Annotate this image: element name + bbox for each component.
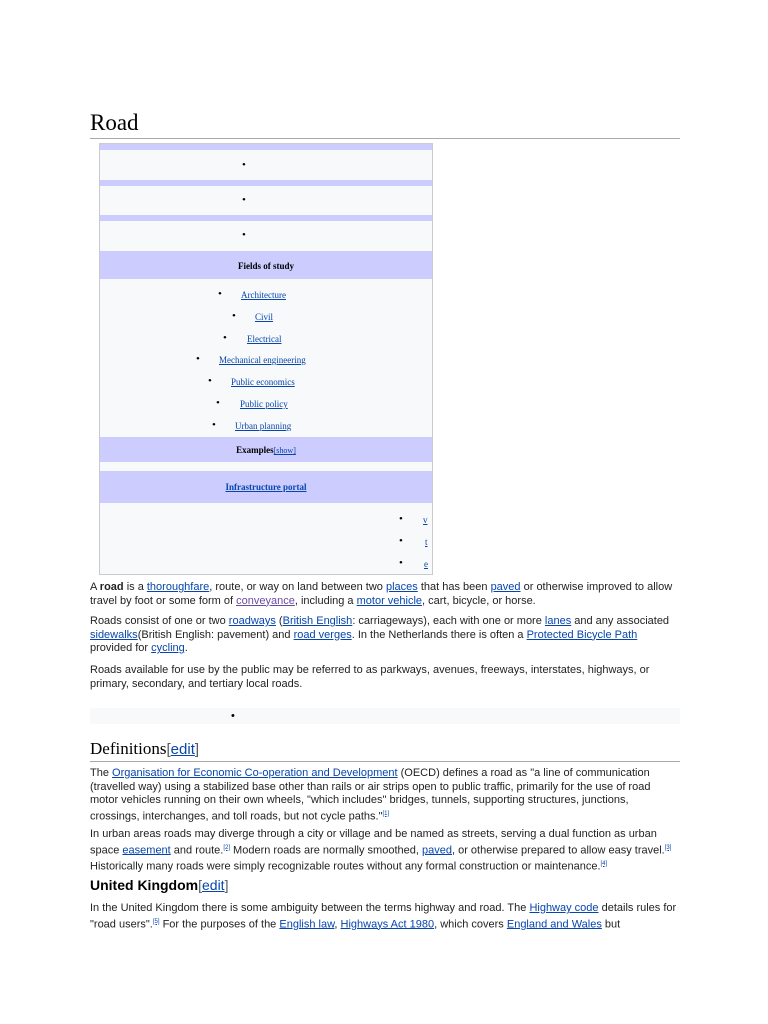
bracket: [ <box>198 877 202 893</box>
text: details rules for "road users". <box>90 902 677 931</box>
infobox <box>99 143 433 575</box>
bracket: [ <box>166 741 171 758</box>
text: Roads consist of one or two <box>90 615 229 627</box>
field-link-architecture[interactable]: Architecture <box>241 290 286 300</box>
bullet: • <box>232 310 236 322</box>
link-paved[interactable]: paved <box>490 581 521 593</box>
link-highways-act-1980[interactable]: Highways Act 1980 <box>340 918 435 931</box>
text: A <box>90 581 100 593</box>
bullet: • <box>399 513 403 525</box>
definitions-heading-text: Definitions <box>90 739 167 758</box>
uk-heading-text: United Kingdom <box>90 877 199 893</box>
section-heading-definitions <box>90 738 680 762</box>
link-highway-code[interactable]: Highway code <box>529 902 599 914</box>
field-link-public-policy[interactable]: Public policy <box>240 399 288 409</box>
link-conveyance[interactable]: conveyance <box>236 594 295 607</box>
link-motor-vehicle[interactable]: motor vehicle <box>356 594 423 607</box>
uk-paragraph-1 <box>90 902 680 932</box>
bullet: • <box>196 353 200 365</box>
bold-term-road: road <box>99 581 124 593</box>
link-english-law[interactable]: English law <box>279 918 335 931</box>
link-paved[interactable]: paved <box>421 844 452 857</box>
intro-paragraph-3: Roads available for use by the public may be referred to as parkways, avenues, freeways, interstates, highways, or primary, secondary, and tertiary local roads. <box>90 664 650 690</box>
link-roadways[interactable]: roadways <box>228 615 276 627</box>
text: Modern roads are normally smoothed, <box>230 844 422 857</box>
bullet: • <box>399 557 403 569</box>
bullet: • <box>216 397 220 409</box>
text: and any associated <box>571 615 670 627</box>
link-cycling[interactable]: cycling <box>151 642 185 654</box>
edit-section <box>198 877 228 893</box>
navbox-talk-link[interactable]: t <box>425 537 428 547</box>
text: , <box>334 918 341 931</box>
examples-header <box>100 437 432 462</box>
link-lanes[interactable]: lanes <box>544 615 572 627</box>
text: but <box>601 918 621 931</box>
field-link-mechanical-engineering[interactable]: Mechanical engineering <box>219 355 306 365</box>
reference-link[interactable]: [1] <box>382 810 390 817</box>
text: : carriageways), each with one or more <box>352 615 545 627</box>
bullet: • <box>242 229 246 241</box>
text: For the purposes of the <box>159 918 280 931</box>
text: and route. <box>170 844 224 857</box>
infobox-band <box>100 144 432 150</box>
link-protected-bicycle-path[interactable]: Protected Bicycle Path <box>526 628 638 641</box>
link-england-and-wales[interactable]: England and Wales <box>506 918 602 931</box>
text: (OECD) defines a road as "a line of communication (travelled way) using a stabilized base other than rails or air strips open to public traffic, primarily for the use of road motor vehicles running on their own wheels, "which includes" bridges, tunnels, supporting structures, junctions, crossings, interchanges, and toll roads, but not cycle paths." <box>90 767 651 823</box>
intro-paragraph-2 <box>90 615 680 656</box>
fields-of-study-header <box>100 251 432 279</box>
bullet: • <box>242 194 246 206</box>
text: Historically many roads were simply recognizable routes without any formal construction or maintenance. <box>90 860 601 873</box>
text: The <box>90 767 113 779</box>
reference-link[interactable]: [5] <box>152 918 160 925</box>
text: provided for <box>90 642 152 654</box>
text: . <box>184 642 188 654</box>
field-link-civil[interactable]: Civil <box>255 312 274 322</box>
text: , which covers <box>434 918 507 931</box>
link-sidewalks[interactable]: sidewalks <box>90 628 138 641</box>
field-link-public-economics[interactable]: Public economics <box>231 377 295 387</box>
navbox-view-link[interactable]: v <box>423 515 428 525</box>
text: (British English: pavement) and <box>137 628 294 641</box>
bullet: • <box>212 419 216 431</box>
text: is a <box>123 581 147 593</box>
link-british-english[interactable]: British English <box>282 615 353 627</box>
text: , or otherwise prepared to allow easy travel. <box>451 844 665 857</box>
text: In urban areas roads may diverge through a city or village and be named as streets, serving a dual function as urban space <box>90 828 657 857</box>
text: In the United Kingdom there is some ambiguity between the terms highway and road. The <box>90 902 530 914</box>
bullet: • <box>242 159 246 171</box>
infobox-band <box>100 180 432 186</box>
intro-paragraph-1 <box>90 581 680 608</box>
reference-link[interactable]: [3] <box>664 844 672 851</box>
definitions-paragraph-2 <box>90 828 680 874</box>
portal-heading <box>100 482 432 492</box>
edit-link-united-kingdom[interactable]: edit <box>202 877 225 893</box>
link-places[interactable]: places <box>385 581 418 593</box>
navbox-edit-link[interactable]: e <box>424 559 428 569</box>
bracket: ] <box>194 741 200 758</box>
text: that has been <box>417 581 491 593</box>
bullet: • <box>218 288 222 300</box>
bullet: • <box>223 332 227 344</box>
edit-link-definitions[interactable]: edit <box>170 741 195 758</box>
reference-link[interactable]: [2] <box>223 844 230 851</box>
page-title: Road <box>90 108 680 139</box>
text: , including a <box>294 594 357 607</box>
bullet: • <box>231 710 235 722</box>
bracket: ] <box>224 877 229 893</box>
link-oecd[interactable]: Organisation for Economic Co-operation and Development <box>112 767 398 779</box>
link-thoroughfare[interactable]: thoroughfare <box>146 581 210 593</box>
fields-of-study-heading: Fields of study <box>237 261 294 271</box>
reference-link[interactable]: [4] <box>600 860 608 867</box>
infobox-band <box>100 215 432 221</box>
link-easement[interactable]: easement <box>122 844 171 857</box>
text: . In the Netherlands there is often a <box>351 628 527 641</box>
definitions-paragraph-1 <box>90 767 680 824</box>
collapsed-toc-strip <box>90 708 680 724</box>
examples-label: Examples <box>236 445 274 455</box>
examples-show-toggle[interactable]: [show] <box>273 446 296 455</box>
infrastructure-portal-link[interactable]: Infrastructure portal <box>225 482 307 492</box>
field-link-electrical[interactable]: Electrical <box>247 334 282 344</box>
bullet: • <box>208 375 212 387</box>
text: ( <box>275 615 283 627</box>
link-road-verges[interactable]: road verges <box>293 628 352 641</box>
examples-heading <box>100 445 432 455</box>
portal-header <box>100 471 432 503</box>
text: , route, or way on land between two <box>209 581 386 593</box>
field-link-urban-planning[interactable]: Urban planning <box>235 421 292 431</box>
text: , cart, bicycle, or horse. <box>422 594 536 607</box>
text: or otherwise improved to allow travel by foot or some form of <box>90 581 673 607</box>
section-heading-united-kingdom <box>90 876 228 894</box>
edit-section <box>167 741 200 758</box>
bullet: • <box>399 535 403 547</box>
